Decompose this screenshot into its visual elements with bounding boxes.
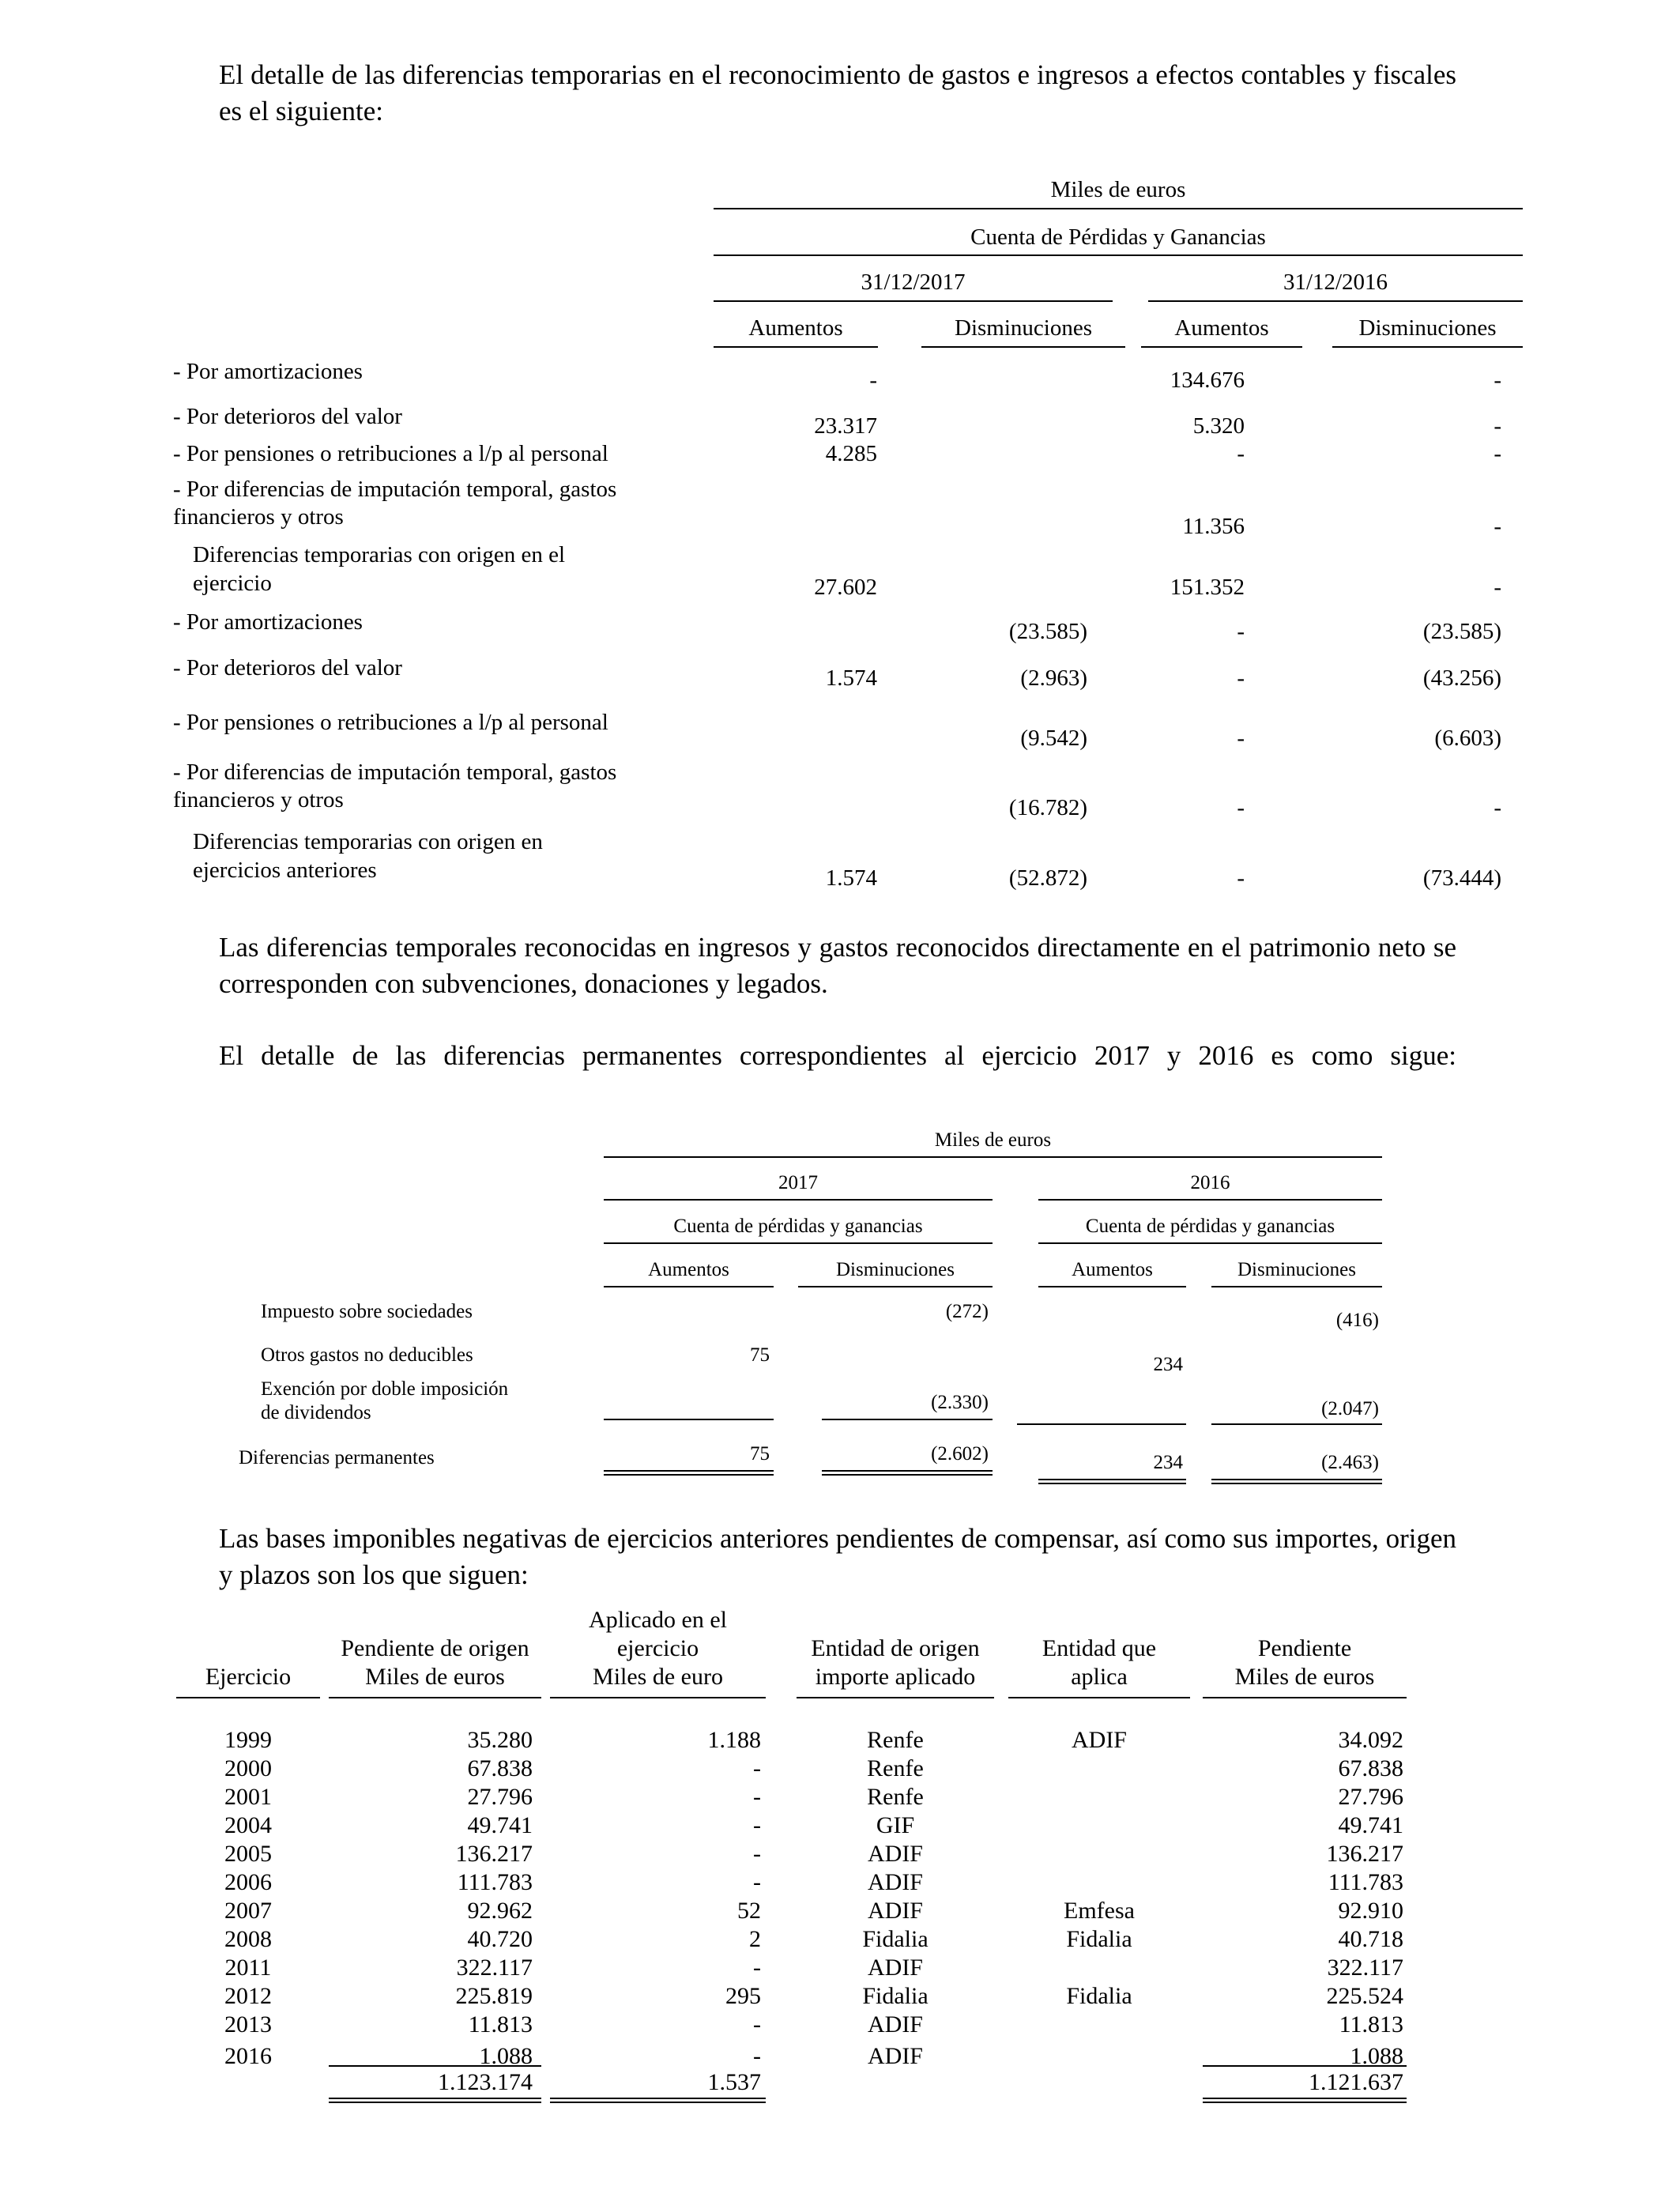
t1-cell: - (1494, 368, 1501, 393)
t3-cell: ADIF (867, 1955, 923, 1981)
t1-cell: - (1494, 413, 1501, 439)
t3-header: Miles de euros (1234, 1664, 1375, 1690)
t1-rule (714, 254, 1523, 256)
t2-rule (604, 1242, 993, 1244)
t3-cell: - (753, 2043, 761, 2069)
t3-year-cell: 2012 (224, 1983, 272, 2009)
t2-subtotal-rule (1211, 1423, 1382, 1425)
t3-total-double-rule (1203, 2098, 1407, 2103)
t3-cell: 35.280 (467, 1727, 533, 1753)
t2-total-double-rule (1038, 1479, 1186, 1484)
t3-cell: Emfesa (1064, 1898, 1135, 1924)
t3-header: importe aplicado (815, 1664, 976, 1690)
t3-cell: 1.188 (707, 1727, 761, 1753)
t1-row-label: - Por amortizaciones (173, 359, 363, 384)
t2-group-header: Cuenta de pérdidas y ganancias (1085, 1216, 1335, 1237)
t3-total-double-rule (329, 2098, 541, 2103)
t3-year-cell: 2013 (224, 2011, 272, 2038)
t2-year-2017: 2017 (778, 1172, 818, 1193)
t1-cell: 23.317 (814, 413, 877, 439)
t3-year-cell: 2001 (224, 1784, 272, 1810)
t1-cell: - (1237, 441, 1245, 466)
t3-header: Aplicado en el (589, 1607, 727, 1633)
t3-cell: ADIF (1071, 1727, 1127, 1753)
t3-cell: 40.718 (1338, 1926, 1403, 1952)
t1-cell: - (1494, 441, 1501, 466)
t1-col-header: Aumentos (1174, 315, 1269, 341)
t3-cell: - (753, 1812, 761, 1838)
t3-cell: 92.910 (1338, 1898, 1403, 1924)
paragraph-permanent-differences: El detalle de las diferencias permanentes correspondientes al ejercicio 2017 y 2016 es como sigue: (219, 1040, 1456, 1071)
t1-cell: 134.676 (1170, 368, 1245, 393)
t3-total-cell: 1.121.637 (1309, 2069, 1403, 2095)
t3-header: aplica (1071, 1664, 1128, 1690)
t1-row-label: ejercicios anteriores (193, 858, 377, 883)
t1-cell: - (1237, 865, 1245, 891)
t2-rule (1038, 1242, 1382, 1244)
t3-cell: GIF (876, 1812, 915, 1838)
t1-row-label: - Por pensiones o retribuciones a l/p al personal (173, 710, 608, 735)
t1-row-label: - Por diferencias de imputación temporal, gastos (173, 760, 617, 785)
t1-rule (921, 346, 1125, 348)
t1-row-label: - Por deterioros del valor (173, 655, 402, 680)
t1-col-header: Disminuciones (955, 315, 1092, 341)
t3-header-rule (797, 1697, 994, 1698)
t3-header: Pendiente de origen (341, 1635, 529, 1661)
t1-cell: - (1237, 726, 1245, 751)
t1-rule (714, 208, 1523, 209)
t1-row-label: - Por pensiones o retribuciones a l/p al personal (173, 441, 608, 466)
t3-cell: 11.813 (468, 2011, 533, 2038)
t2-total-cell: 75 (750, 1443, 770, 1465)
t1-rule (1332, 346, 1523, 348)
t3-subtotal-rule (329, 2065, 541, 2067)
t3-cell: 111.783 (457, 1869, 533, 1895)
t3-header: Entidad que (1042, 1635, 1157, 1661)
t3-cell: ADIF (867, 2011, 923, 2038)
t3-year-cell: 2011 (224, 1955, 272, 1981)
t3-year-cell: 2008 (224, 1926, 272, 1952)
t1-row-label: Diferencias temporarias con origen en el (193, 542, 566, 567)
t2-total-cell: (2.463) (1321, 1452, 1379, 1473)
t1-cell: (6.603) (1434, 726, 1501, 751)
t1-cell: 4.285 (825, 441, 877, 466)
t1-cell: (2.963) (1020, 665, 1087, 691)
t3-cell: Renfe (867, 1784, 924, 1810)
t3-cell: 111.783 (1328, 1869, 1403, 1895)
t2-cell: 234 (1153, 1354, 1183, 1375)
t1-cell: - (869, 368, 877, 393)
intro-paragraph: El detalle de las diferencias temporarias en el reconocimiento de gastos e ingresos a efectos contables y fiscales es el siguiente: (219, 59, 1456, 126)
t1-cell: - (1494, 795, 1501, 820)
t3-cell: 225.819 (455, 1983, 533, 2009)
paragraph-equity-differences: Las diferencias temporales reconocidas en ingresos y gastos reconocidos directamente en el patrimonio neto se corresponden con subvenciones, donaciones y legados. (219, 932, 1456, 999)
t1-cell: (9.542) (1020, 726, 1087, 751)
t2-row-label: Impuesto sobre sociedades (261, 1301, 473, 1322)
t2-group-header: Cuenta de pérdidas y ganancias (673, 1216, 923, 1237)
t3-cell: 49.741 (1338, 1812, 1403, 1838)
t3-cell: - (753, 2011, 761, 2038)
t1-cell: 1.574 (825, 665, 877, 691)
t1-rule (1141, 346, 1302, 348)
t3-cell: 40.720 (467, 1926, 533, 1952)
t2-col-header: Disminuciones (1237, 1259, 1356, 1280)
t1-row-label: ejercicio (193, 571, 272, 596)
t3-cell: - (753, 1869, 761, 1895)
t3-cell: Renfe (867, 1755, 924, 1781)
t3-header-rule (1203, 1697, 1407, 1698)
t2-year-2016: 2016 (1190, 1172, 1230, 1193)
t1-unit-header: Miles de euros (1050, 177, 1186, 202)
paragraph-tax-loss-carryforwards: Las bases imponibles negativas de ejercicios anteriores pendientes de compensar, así como sus importes, origen y plazos son los que siguen: (219, 1523, 1456, 1590)
t1-cell: 11.356 (1182, 514, 1245, 539)
t1-col-header: Aumentos (748, 315, 843, 341)
t2-rule (1038, 1286, 1186, 1287)
t3-cell: 322.117 (1327, 1955, 1403, 1981)
t3-cell: 11.813 (1339, 2011, 1403, 2038)
t3-cell: Fidalia (862, 1983, 929, 2009)
t2-subtotal-rule (822, 1419, 993, 1420)
t2-cell: 75 (750, 1344, 770, 1366)
t3-cell: 1.088 (1350, 2043, 1403, 2069)
t1-row-label: financieros y otros (173, 787, 344, 812)
t1-period-2017: 31/12/2017 (861, 270, 966, 295)
t2-rule (604, 1156, 1382, 1158)
t3-cell: ADIF (867, 1898, 923, 1924)
t3-header-rule (329, 1697, 541, 1698)
t2-cell: (2.047) (1321, 1398, 1379, 1419)
t3-year-cell: 2016 (224, 2043, 272, 2069)
t3-cell: - (753, 1955, 761, 1981)
t3-cell: ADIF (867, 2043, 923, 2069)
t3-cell: 92.962 (467, 1898, 533, 1924)
t3-cell: 136.217 (1326, 1841, 1403, 1867)
t3-cell: 52 (737, 1898, 761, 1924)
t3-total-double-rule (550, 2098, 766, 2103)
t3-cell: - (753, 1841, 761, 1867)
t2-row-label: de dividendos (261, 1402, 371, 1423)
t1-cell: 5.320 (1192, 413, 1245, 439)
t2-cell: (2.330) (931, 1392, 989, 1413)
t1-group-header: Cuenta de Pérdidas y Ganancias (970, 224, 1266, 250)
t3-cell: 322.117 (456, 1955, 533, 1981)
t1-cell: (23.585) (1008, 619, 1087, 644)
t3-cell: - (753, 1755, 761, 1781)
t1-cell: - (1494, 514, 1501, 539)
t3-cell: Fidalia (1066, 1983, 1132, 2009)
t1-cell: (23.585) (1422, 619, 1501, 644)
t3-cell: 34.092 (1338, 1727, 1403, 1753)
t1-row-label: - Por diferencias de imputación temporal, gastos (173, 477, 617, 502)
t1-cell: 27.602 (814, 575, 877, 600)
t3-year-cell: 2004 (224, 1812, 272, 1838)
t1-row-label: - Por deterioros del valor (173, 404, 402, 429)
t1-cell: - (1237, 665, 1245, 691)
t3-cell: - (753, 1784, 761, 1810)
t3-cell: ADIF (867, 1869, 923, 1895)
t1-cell: - (1237, 619, 1245, 644)
t3-cell: 67.838 (1338, 1755, 1403, 1781)
t2-rule (1211, 1286, 1382, 1287)
t3-cell: 1.088 (479, 2043, 533, 2069)
t3-cell: Fidalia (862, 1926, 929, 1952)
t3-cell: Renfe (867, 1727, 924, 1753)
t3-cell: ADIF (867, 1841, 923, 1867)
t3-cell: 67.838 (467, 1755, 533, 1781)
t1-row-label: - Por amortizaciones (173, 609, 363, 635)
t3-cell: 2 (749, 1926, 761, 1952)
t2-total-double-rule (1211, 1479, 1382, 1484)
t3-cell: 295 (725, 1983, 761, 2009)
t1-cell: - (1494, 575, 1501, 600)
t2-subtotal-rule (604, 1419, 774, 1420)
t2-col-header: Aumentos (1072, 1259, 1153, 1280)
t3-year-cell: 2007 (224, 1898, 272, 1924)
t1-cell: (16.782) (1008, 795, 1087, 820)
t2-row-label: Otros gastos no deducibles (261, 1344, 473, 1366)
t3-cell: 136.217 (455, 1841, 533, 1867)
t3-header-rule (1008, 1697, 1190, 1698)
t1-cell: (52.872) (1008, 865, 1087, 891)
t3-cell: 49.741 (467, 1812, 533, 1838)
t1-rule (714, 346, 878, 348)
t3-total-cell: 1.537 (707, 2069, 761, 2095)
t2-total-double-rule (822, 1470, 993, 1476)
t2-total-cell: 234 (1153, 1452, 1183, 1473)
t1-cell: 151.352 (1170, 575, 1245, 600)
t3-cell: 27.796 (1338, 1784, 1403, 1810)
t3-cell: 225.524 (1326, 1983, 1403, 2009)
t2-col-header: Disminuciones (836, 1259, 955, 1280)
t1-col-header: Disminuciones (1358, 315, 1497, 341)
t2-total-double-rule (604, 1470, 774, 1476)
t2-rule (798, 1286, 993, 1287)
t3-header: Miles de euro (593, 1664, 723, 1690)
t1-period-2016: 31/12/2016 (1283, 270, 1388, 295)
t3-header: Miles de euros (365, 1664, 505, 1690)
t3-header: Entidad de origen (811, 1635, 980, 1661)
t3-header-rule (550, 1697, 766, 1698)
t3-year-cell: 2005 (224, 1841, 272, 1867)
t1-row-label: financieros y otros (173, 504, 344, 530)
t2-cell: (272) (945, 1301, 989, 1322)
t2-rule (604, 1286, 774, 1287)
t3-cell: 27.796 (467, 1784, 533, 1810)
t3-header: Pendiente (1257, 1635, 1352, 1661)
t1-row-label: Diferencias temporarias con origen en (193, 829, 543, 854)
t3-total-cell: 1.123.174 (438, 2069, 533, 2095)
t3-header: ejercicio (616, 1635, 699, 1661)
t3-year-cell: 2006 (224, 1869, 272, 1895)
t3-header-rule (176, 1697, 320, 1698)
t3-year-cell: 1999 (224, 1727, 272, 1753)
t2-subtotal-rule (1017, 1423, 1186, 1425)
t1-cell: (73.444) (1422, 865, 1501, 891)
t1-cell: (43.256) (1422, 665, 1501, 691)
t2-rule (604, 1199, 993, 1201)
t2-col-header: Aumentos (648, 1259, 729, 1280)
t2-unit-header: Miles de euros (934, 1129, 1052, 1151)
t1-cell: - (1237, 795, 1245, 820)
t2-total-cell: (2.602) (931, 1443, 989, 1465)
t2-rule (1038, 1199, 1382, 1201)
t1-cell: 1.574 (825, 865, 877, 891)
t3-header: Ejercicio (205, 1664, 292, 1690)
t2-total-label: Diferencias permanentes (239, 1447, 435, 1468)
t2-cell: (416) (1335, 1310, 1379, 1331)
t1-rule (714, 300, 1113, 302)
t1-rule (1148, 300, 1523, 302)
t3-year-cell: 2000 (224, 1755, 272, 1781)
t2-row-label: Exención por doble imposición (261, 1378, 509, 1400)
t3-cell: Fidalia (1066, 1926, 1132, 1952)
t3-subtotal-rule (1203, 2065, 1407, 2067)
